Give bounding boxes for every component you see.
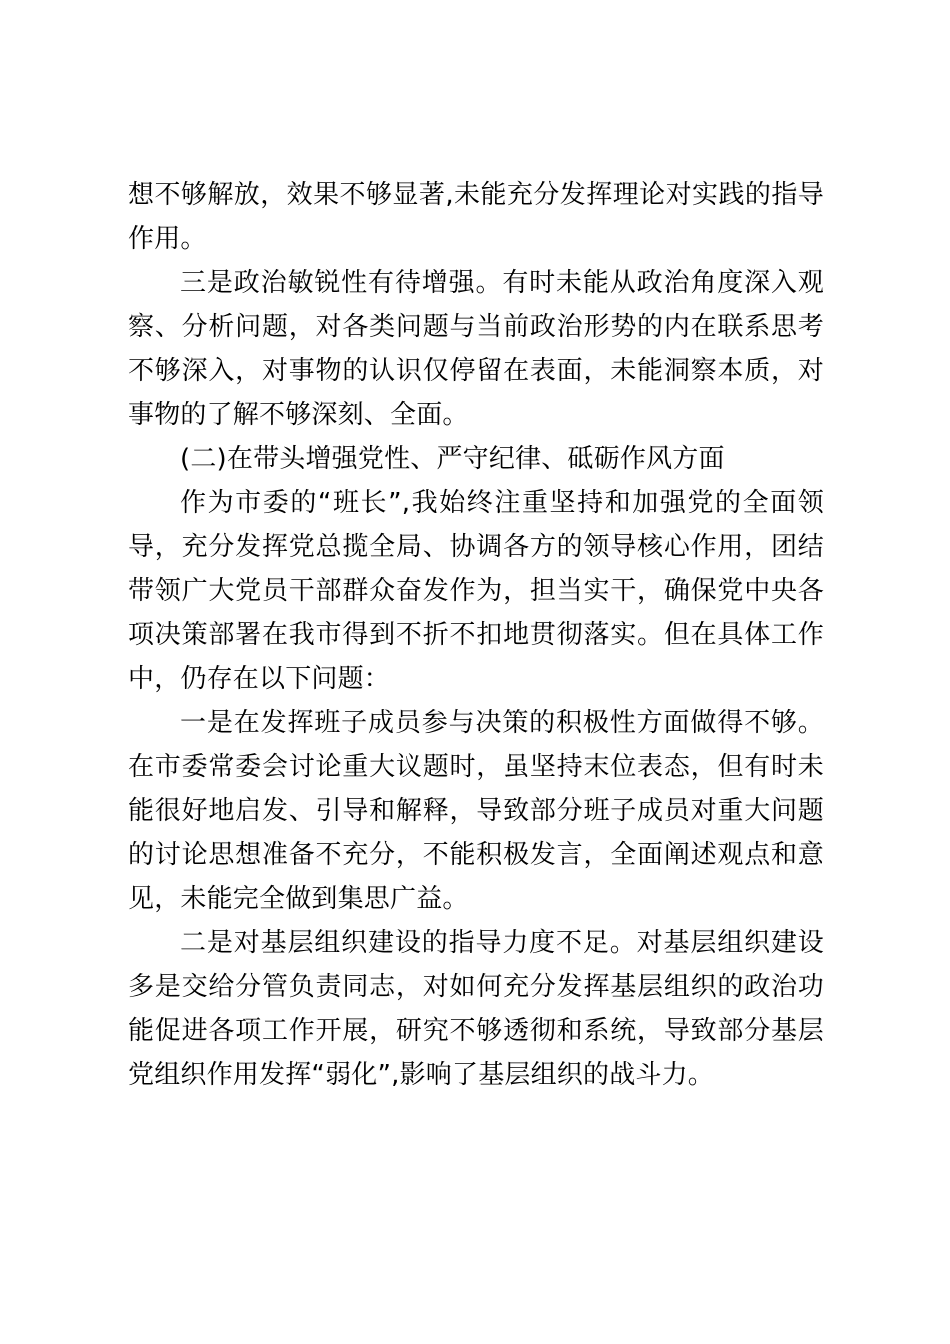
paragraph-decision-participation: 一是在发挥班子成员参与决策的积极性方面做得不够。在市委常委会讨论重大议题时，虽坚持末位表态，但有时未能很好地启发、引导和解释，导致部分班子成员对重大问题的讨论思想准备不充分，不能积极发言，全面阐述观点和意见，未能完全做到集思广益。 — [128, 708, 824, 914]
paragraph-continued: 想不够解放，效果不够显著,未能充分发挥理论对实践的指导作用。 — [128, 180, 824, 254]
section-heading: (二)在带头增强党性、严守纪律、砥砺作风方面 — [180, 444, 725, 474]
paragraph-grassroots-guidance: 二是对基层组织建设的指导力度不足。对基层组织建设多是交给分管负责同志，对如何充分发挥基层组织的政治功能促进各项工作开展，研究不够透彻和系统，导致部分基层党组织作用发挥“弱化”,影响了基层组织的战斗力。 — [128, 928, 824, 1090]
document-body — [128, 173, 824, 1097]
paragraph-leadership-intro: 作为市委的“班长”,我始终注重坚持和加强党的全面领导，充分发挥党总揽全局、协调各方的领导核心作用，团结带领广大党员干部群众奋发作为，担当实干，确保党中央各项决策部署在我市得到不折不扣地贯彻落实。但在具体工作中，仍存在以下问题： — [128, 488, 824, 694]
paragraph-political-sensitivity: 三是政治敏锐性有待增强。有时未能从政治角度深入观察、分析问题，对各类问题与当前政治形势的内在联系思考不够深入，对事物的认识仅停留在表面，未能洞察本质，对事物的了解不够深刻、全面。 — [128, 268, 824, 430]
